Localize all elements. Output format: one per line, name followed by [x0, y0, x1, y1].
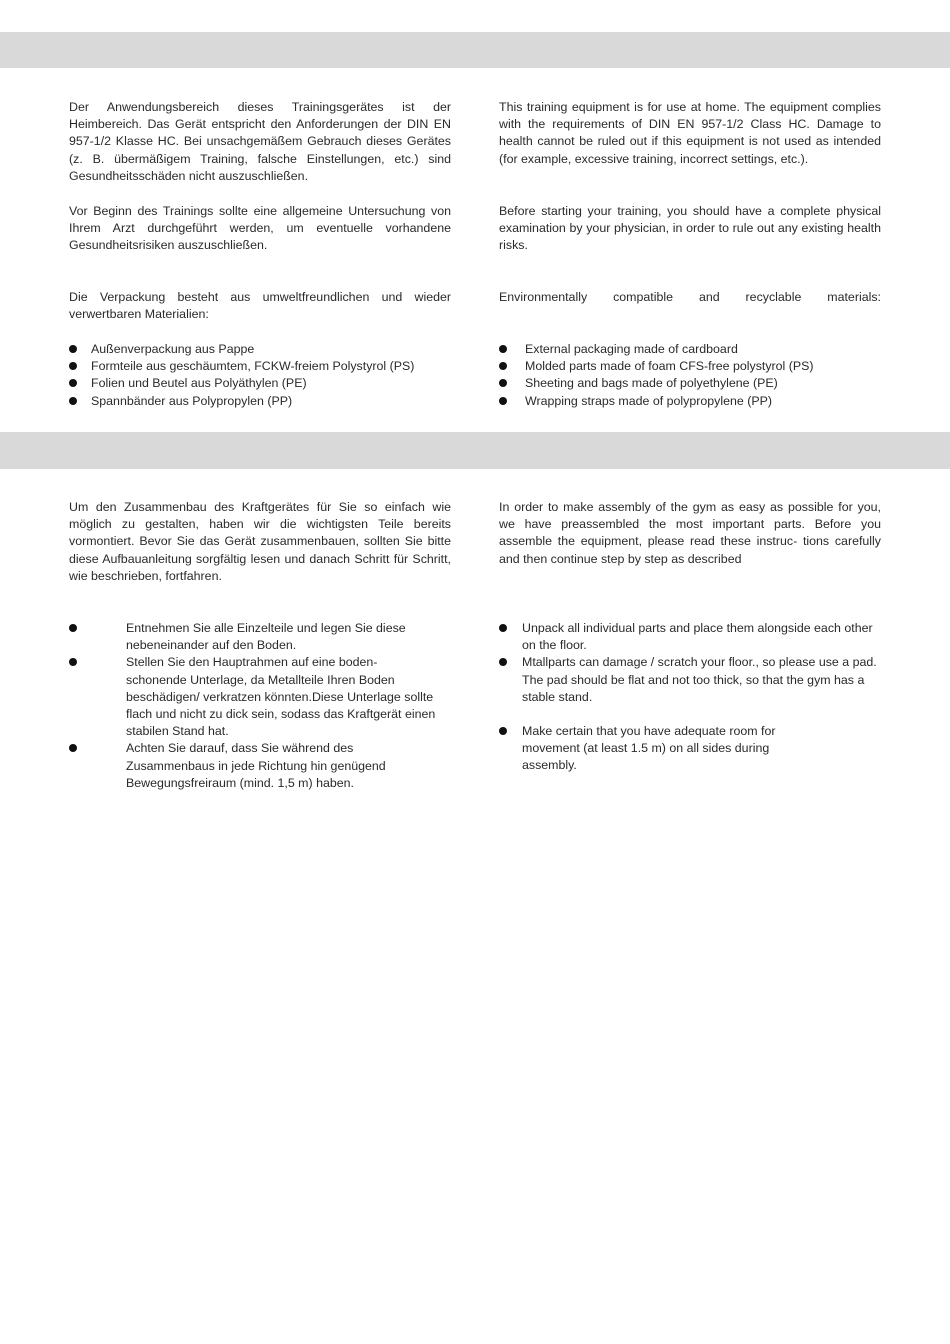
- bullet-icon: [499, 727, 507, 735]
- list-item: Formteile aus geschäumtem, FCKW-freiem Polystyrol (PS): [69, 358, 469, 375]
- de-packaging-paragraph: Die Verpackung besteht aus umweltfreundlichen und wieder verwertbaren Materialien:: [69, 290, 451, 322]
- list-item: Mtallparts can damage / scratch your floor., so please use a pad. The pad should be flat and not too thick, so that the gym has a stable stand.: [499, 654, 881, 706]
- en-assembly-paragraph: In order to make assembly of the gym as easy as possible for you, we have preassembled the most important parts. Before you assemble the equipment, please read these instruc- tions carefully and then continue step by step as described: [499, 500, 881, 566]
- list-item: Außenverpackung aus Pappe: [69, 341, 469, 358]
- de-assembly-block: [69, 499, 451, 585]
- bullet-icon: [499, 362, 507, 370]
- en-exam-block: [499, 203, 881, 255]
- bullet-icon: [499, 658, 507, 666]
- de-usage-paragraph: Der Anwendungsbereich dieses Trainingsgerätes ist der Heimbereich. Das Gerät entspricht den Anforderungen der DIN EN 957-1/2 Klasse HC. Bei unsachgemäßem Gebrauch dieses Gerätes (z. B. übermäßigem Training, falsche Einstellungen, etc.) sind Gesundheitsschäden nicht auszuschließen.: [69, 100, 451, 183]
- en-assembly-list: [499, 620, 881, 775]
- bullet-icon: [69, 345, 77, 353]
- list-item: Unpack all individual parts and place them alongside each other on the floor.: [499, 620, 881, 654]
- en-packaging-paragraph: Environmentally compatible and recyclable materials:: [499, 290, 881, 304]
- bullet-icon: [499, 345, 507, 353]
- list-item: Stellen Sie den Hauptrahmen auf eine boden- schonende Unterlage, da Metallteile Ihren Boden beschädigen/ verkratzen könnten.Diese Unterlage sollte flach und nicht zu dick sein, sodass das Kraftgerät einen stabilen Stand hat.: [69, 654, 439, 740]
- bullet-icon: [69, 397, 77, 405]
- de-assembly-paragraph: Um den Zusammenbau des Kraftgerätes für Sie so einfach wie möglich zu gestalten, haben wir die wichtigsten Teile bereits vormontiert. Bevor Sie das Gerät zusammenbauen, sollten Sie bitte diese Aufbauanleitung sorgfältig lesen und danach Schritt für Schritt, wie beschrieben, fortfahren.: [69, 500, 451, 583]
- bullet-icon: [69, 379, 77, 387]
- de-assembly-list: [69, 620, 439, 792]
- list-item: Sheeting and bags made of polyethylene (PE): [499, 375, 899, 392]
- list-item: Entnehmen Sie alle Einzelteile und legen Sie diese nebeneinander auf den Boden.: [69, 620, 439, 654]
- list-item: External packaging made of cardboard: [499, 341, 899, 358]
- en-usage-block: [499, 99, 881, 168]
- list-item: Folien und Beutel aus Polyäthylen (PE): [69, 375, 469, 392]
- en-packaging-block: [499, 289, 881, 306]
- de-packaging-block: [69, 289, 451, 323]
- bullet-icon: [69, 744, 77, 752]
- en-assembly-block: [499, 499, 881, 568]
- list-item: Spannbänder aus Polypropylen (PP): [69, 393, 469, 410]
- de-exam-block: [69, 203, 451, 255]
- en-packaging-list: [499, 341, 899, 410]
- bullet-icon: [499, 379, 507, 387]
- bullet-icon: [499, 397, 507, 405]
- en-usage-paragraph: This training equipment is for use at home. The equipment complies with the requirements of DIN EN 957-1/2 Class HC. Damage to health cannot be ruled out if this equipment is not used as intended (for example, excessive training, incorrect settings, etc.).: [499, 100, 881, 166]
- de-exam-paragraph: Vor Beginn des Trainings sollte eine allgemeine Untersuchung von Ihrem Arzt durchgeführt werden, um eventuelle vorhandene Gesundheitsrisiken auszuschließen.: [69, 204, 451, 253]
- bullet-icon: [69, 658, 77, 666]
- bullet-icon: [69, 624, 77, 632]
- list-item: Make certain that you have adequate room for movement (at least 1.5 m) on all sides during assembly.: [499, 723, 812, 775]
- section-header-bar-assembly: [0, 432, 950, 469]
- en-exam-paragraph: Before starting your training, you should have a complete physical examination by your physician, in order to rule out any existing health risks.: [499, 204, 881, 253]
- bullet-icon: [499, 624, 507, 632]
- list-item: Wrapping straps made of polypropylene (PP): [499, 393, 899, 410]
- section-header-bar-top: [0, 32, 950, 68]
- de-usage-block: [69, 99, 451, 185]
- de-packaging-list: [69, 341, 469, 410]
- list-item: Achten Sie darauf, dass Sie während des Zusammenbaus in jede Richtung hin genügend Bewegungsfreiraum (mind. 1,5 m) haben.: [69, 740, 439, 792]
- list-item: Molded parts made of foam CFS-free polystyrol (PS): [499, 358, 899, 375]
- bullet-icon: [69, 362, 77, 370]
